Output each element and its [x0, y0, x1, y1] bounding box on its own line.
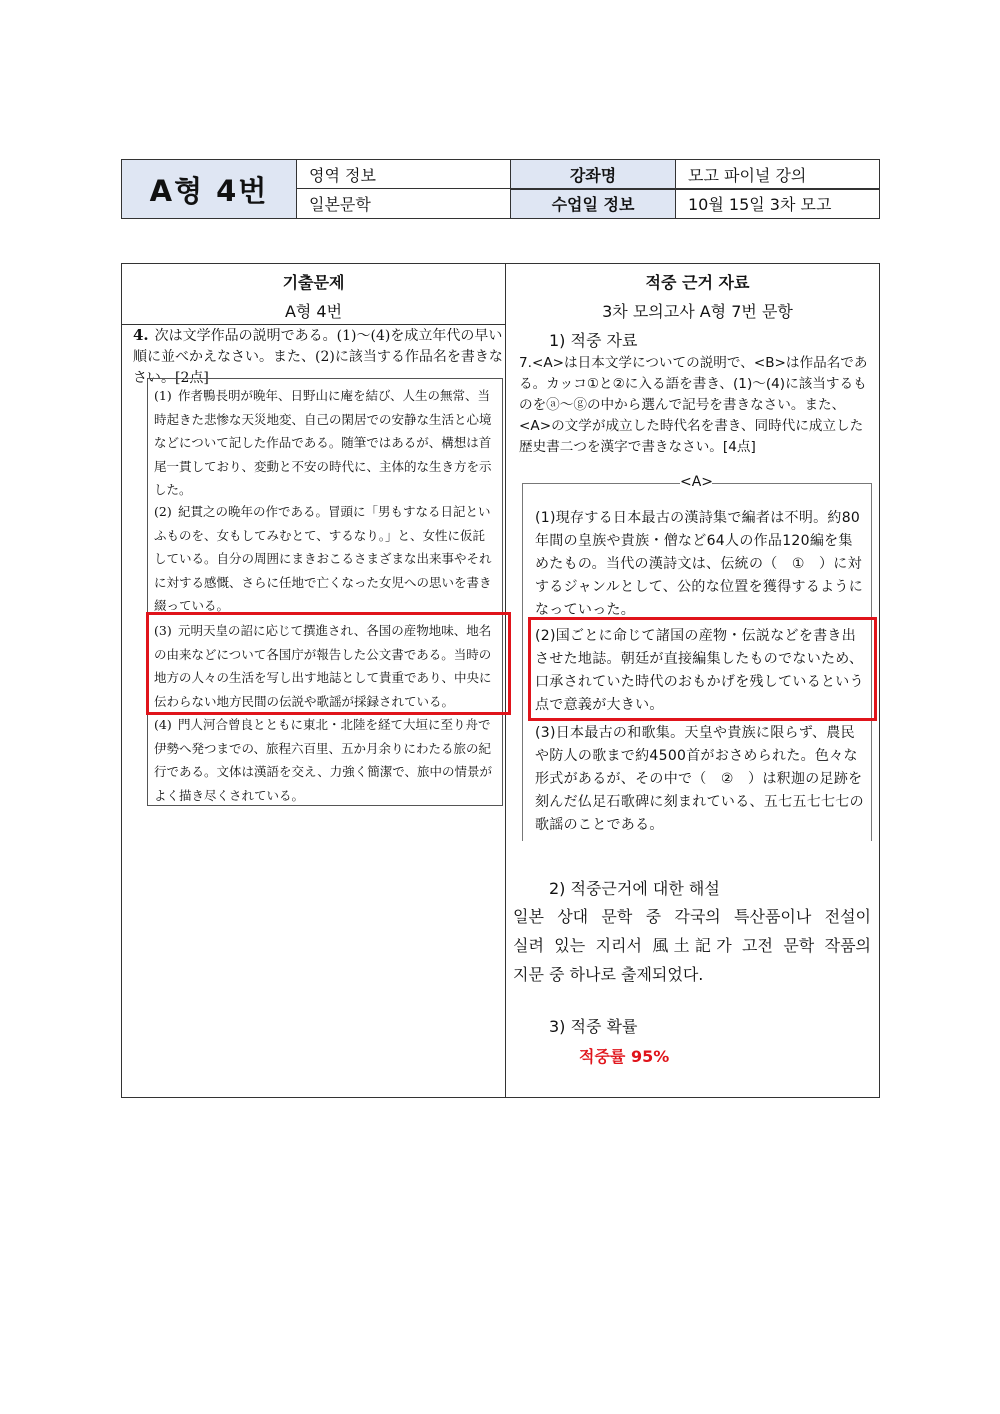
- mock-highlight-box: [528, 617, 877, 721]
- right-header-title: 적중 근거 자료: [645, 273, 750, 292]
- info-table: [121, 159, 880, 219]
- section-1-title: 1) 적중 자료: [549, 331, 638, 350]
- area-value: 일본문학: [297, 189, 511, 218]
- left-header-sub: A형 4번: [284, 302, 343, 321]
- question-number: 4.: [133, 326, 149, 344]
- past-item-4: (4) 門人河合曾良とともに東北・北陸を経て大垣に至り舟で伊勢へ発つまでの、旅程六百里、五か月余りにわたる旅の紀行である。文体は漢語を交え、力強く簡潔で、旅中の情景がよく描き尽くされている。: [154, 717, 493, 803]
- past-item-2: (2) 紀貫之の晩年の作である。冒頭に「男もすなる日記といふものを、女もしてみむとて、するなり。」と、女性に仮託している。自分の周囲にまきおこるさまざまな出来事やそれに対する感慨、さらに任地で亡くなった女児への思いを書き綴っている。: [154, 504, 492, 613]
- hit-rate: 적중률 95%: [579, 1047, 670, 1066]
- mock-item-1: (1)現存する日本最古の漢詩集で編者は不明。約80年間の皇族や貴族・僧など64人の作品120編を集めたもの。当代の漢詩文は、伝統の（ ① ）に対するジャンルとして、公的な位置を獲得するようになっていった。: [535, 510, 863, 618]
- mock-question-text: 7.<A>は日本文学についての説明で、<B>は作品名である。カッコ①と②に入る語を書き、(1)～(4)に該当するものをⓐ～ⓖの中から選んで記号を書きなさい。また、<A>の文学が成立した時代名を書き、同時代に成立した歴史書二つを漢字で書きなさい。[4点]: [519, 355, 868, 455]
- question-text: 次は文学作品の説明である。(1)～(4)を成立年代の早い順に並べかえなさい。また、(2)に該当する作品名を書きなさい。[2点]: [133, 328, 503, 386]
- section-3-title: 3) 적중 확률: [549, 1017, 638, 1036]
- explanation-line-3: 지문 중 하나로 출제되었다.: [513, 965, 704, 984]
- mock-item-2: (2)国ごとに命じて諸国の産物・伝説などを書き出させた地誌。朝廷が直接編集したものでないため、口承されていた時代のおもかげを残しているという点で意義が大きい。: [535, 628, 864, 713]
- passage-label: <A>: [680, 474, 714, 490]
- course-value: 모고 파이널 강의: [676, 160, 879, 189]
- course-label: 강좌명: [511, 160, 676, 189]
- date-value: 10월 15일 3차 모고: [688, 195, 832, 214]
- area-label: 영역 정보: [297, 160, 511, 189]
- right-column-header: [506, 264, 889, 324]
- date-label: 수업일 정보: [511, 189, 676, 218]
- past-highlight-box: [146, 612, 511, 715]
- left-column-header: [122, 264, 505, 324]
- explanation-line-1: 일본 상대 문학 중 각국의 특산품이나 전설이: [513, 907, 871, 926]
- question-code: A형 4번: [122, 160, 297, 218]
- mock-item-3: (3)日本最古の和歌集。天皇や貴族に限らず、農民や防人の歌まで約4500首がおさめられた。色々な形式があるが、その中で（ ② ）は釈迦の足跡を刻んだ仏足石歌碑に刻まれている、五七五七七七の歌謡のことである。: [535, 725, 864, 833]
- past-item-3: (3) 元明天皇の詔に応じて撰進され、各国の産物地味、地名の由来などについて各国庁が報告した公文書である。当時の地方の人々の生活を写し出す地誌として貴重であり、中央に伝わらない地方民間の伝説や歌謡が採録されている。: [154, 623, 492, 709]
- section-2-title: 2) 적중근거에 대한 해설: [549, 879, 720, 898]
- right-header-sub: 3차 모의고사 A형 7번 문항: [602, 302, 793, 321]
- explanation-line-2: 실려 있는 지리서 風土記가 고전 문학 작품의: [513, 936, 871, 955]
- left-header-title: 기출문제: [282, 273, 345, 292]
- past-item-1: (1) 作者鴨長明が晩年、日野山に庵を結び、人生の無常、当時起きた悲惨な天災地変、自己の閑居での安静な生活と心境などについて記した作品である。随筆ではあるが、構想は首尾一貫しており、変動と不安の時代に、主体的な生き方を示した。: [154, 388, 492, 497]
